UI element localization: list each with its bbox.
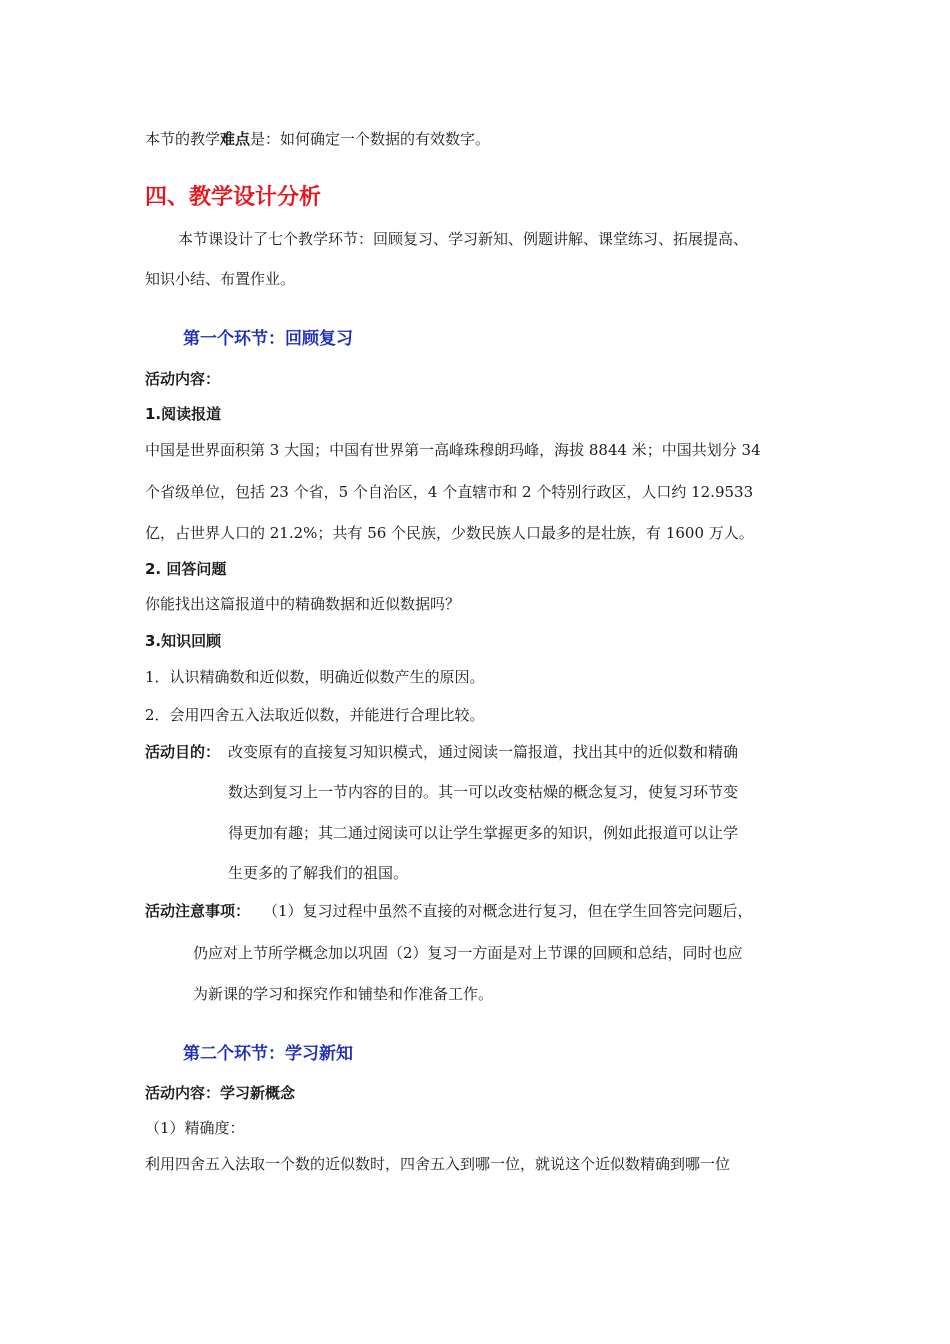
- purpose-line4: 生更多的了解我们的祖国。: [228, 864, 409, 882]
- part1-heading: 第一个环节：回顾复习: [183, 329, 353, 349]
- report-line1: 中国是世界面积第 3 大国；中国有世界第一高峰珠穆朗玛峰，海拔 8844 米；中国共划分 34: [145, 441, 761, 459]
- difficulty-bold: 难点: [220, 130, 251, 148]
- difficulty-rest: 是：如何确定一个数据的有效数字。: [250, 130, 491, 148]
- purpose-label: 活动目的：: [145, 743, 221, 761]
- section4-heading: 四、教学设计分析: [145, 185, 322, 210]
- notes-line3: 为新课的学习和探究作和铺垫和作准备工作。: [193, 985, 494, 1003]
- purpose-line2: 数达到复习上一节内容的目的。其一可以改变枯燥的概念复习，使复习环节变: [228, 783, 739, 801]
- part1-activity-label: 活动内容：: [145, 370, 221, 388]
- part2-activity-label: 活动内容：学习新概念: [145, 1084, 296, 1102]
- notes-line1: （1）复习过程中虽然不直接的对概念进行复习，但在学生回答完问题后，: [263, 902, 753, 920]
- difficulty-line: [145, 128, 490, 150]
- part2-heading: 第二个环节：学习新知: [183, 1044, 353, 1064]
- review-item2: 2．会用四舍五入法取近似数，并能进行合理比较。: [145, 706, 485, 724]
- section4-intro-line2: 知识小结、布置作业。: [145, 270, 296, 288]
- purpose-line3: 得更加有趣；其二通过阅读可以让学生掌握更多的知识，例如此报道可以让学: [228, 824, 739, 842]
- notes-line2: 仍应对上节所学概念加以巩固（2）复习一方面是对上节课的回顾和总结，同时也应: [193, 944, 743, 962]
- part2-item1-text: 利用四舍五入法取一个数的近似数时，四舍五入到哪一位，就说这个近似数精确到哪一位: [145, 1155, 731, 1173]
- part1-answer-heading: 2. 回答问题: [145, 560, 227, 578]
- purpose-line1: 改变原有的直接复习知识模式，通过阅读一篇报道，找出其中的近似数和精确: [228, 743, 739, 761]
- part1-review-heading: 3.知识回顾: [145, 632, 222, 650]
- review-item1: 1．认识精确数和近似数，明确近似数产生的原因。: [145, 668, 485, 686]
- notes-label: 活动注意事项：: [145, 902, 251, 920]
- report-line3: 亿，占世界人口的 21.2%；共有 56 个民族，少数民族人口最多的是壮族，有 1600 万人。: [145, 524, 754, 542]
- difficulty-prefix: 本节的教学: [145, 130, 221, 148]
- report-line2: 个省级单位，包括 23 个省，5 个自治区，4 个直辖市和 2 个特别行政区，人口约 12.9533: [145, 483, 754, 501]
- part2-item1: （1）精确度：: [145, 1119, 245, 1137]
- question-text: 你能找出这篇报道中的精确数据和近似数据吗？: [145, 595, 461, 613]
- part1-read-heading: 1.阅读报道: [145, 405, 222, 423]
- section4-intro-line1: 本节课设计了七个教学环节：回顾复习、学习新知、例题讲解、课堂练习、拓展提高、: [178, 230, 749, 248]
